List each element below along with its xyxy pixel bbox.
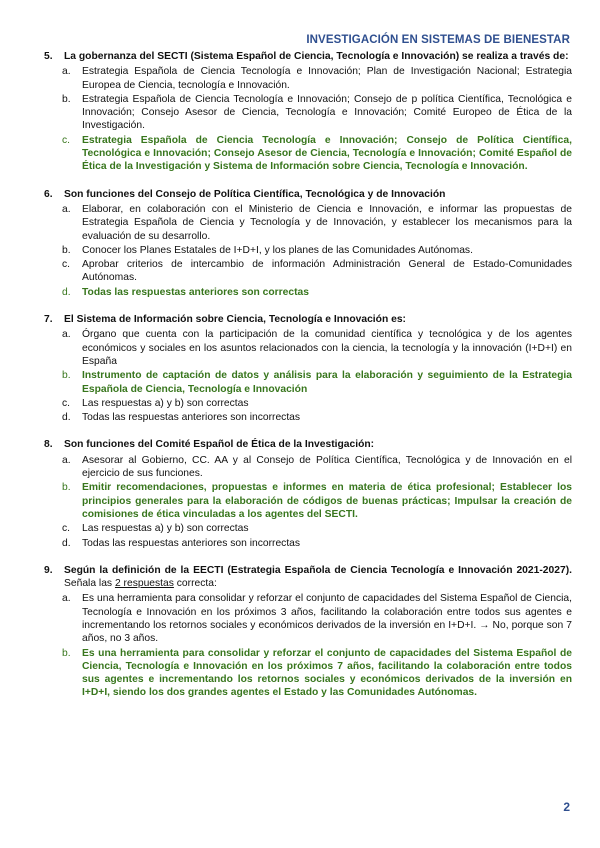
question-text: El Sistema de Información sobre Ciencia, Tecnología e Innovación es:	[64, 314, 406, 326]
question-9	[44, 564, 572, 700]
option-a	[62, 454, 572, 481]
option-list	[44, 203, 572, 299]
option-text: Es una herramienta para consolidar y reforzar el conjunto de capacidades del Sistema Español de Ciencia, Tecnología e Innovación en los próximos 7 años, facilitando la colaboración entre todos sus agentes e incrementando los retornos sociales y económicos derivados de la inversión en I+D+I, siendo los dos grandes agentes el Estado y las Comunidades Autónomas.	[82, 647, 572, 699]
option-text: Asesorar al Gobierno, CC. AA y al Consejo de Política Científica, Tecnológica y de Innovación en el ejercicio de sus funciones.	[82, 454, 572, 480]
question-text	[64, 564, 572, 591]
question-text-plain: Señala las	[64, 578, 115, 590]
question-list	[44, 50, 572, 700]
option-text: Estrategia Española de Ciencia Tecnología e Innovación; Consejo de p política Científica, Tecnológica e Innovación; Consejo Asesor de Ciencia, Tecnología e Innovación; Comité Europeo de Ética de la Investigación.	[82, 93, 572, 132]
option-d-correct	[62, 286, 572, 299]
option-a	[62, 592, 572, 645]
page-header-title: INVESTIGACIÓN EN SISTEMAS DE BIENESTAR	[306, 34, 570, 46]
option-d	[62, 411, 572, 424]
question-number: 8.	[44, 439, 53, 451]
question-number: 6.	[44, 188, 53, 200]
option-text: Órgano que cuenta con la participación de la comunidad científica y tecnológica y de los agentes económicos y sociales en los asuntos relacionados con la ciencia, la tecnología y la innovación (I+D+I) en España	[82, 329, 572, 367]
option-label: c.	[62, 259, 71, 271]
question-text-bold: Según la definición de la EECTI (Estrategia Española de Ciencia Tecnología e Innovación 2021-2027).	[64, 564, 572, 576]
option-b-correct	[62, 481, 572, 521]
option-text: Las respuestas a) y b) son correctas	[82, 397, 249, 409]
question-text-end: correcta:	[173, 578, 217, 590]
option-text: Elaborar, en colaboración con el Ministerio de Ciencia e Innovación, e informar las propuestas de Estrategia Española de Ciencia y Tecnología y de Innovación, y establecer los mecanismos para la evaluación de su desarrollo.	[82, 203, 572, 242]
question-text: Son funciones del Consejo de Política Científica, Tecnológica y de Innovación	[64, 188, 446, 200]
option-label: c.	[62, 523, 71, 535]
question-8	[44, 438, 572, 549]
option-c	[62, 258, 572, 285]
option-b	[62, 244, 572, 257]
question-number: 9.	[44, 564, 53, 576]
question-text: La gobernanza del SECTI (Sistema Español de Ciencia, Tecnología e Innovación) se realiza a través de:	[64, 51, 569, 62]
question-number: 5.	[44, 51, 53, 62]
option-label: b.	[62, 482, 71, 494]
option-text: Todas las respuestas anteriores son incorrectas	[82, 537, 301, 549]
question-title	[44, 188, 572, 201]
option-b-correct	[62, 369, 572, 396]
option-a	[62, 203, 572, 243]
question-title	[44, 50, 572, 63]
question-text-underlined: 2 respuestas	[114, 578, 174, 590]
option-label: d.	[62, 537, 71, 549]
question-title	[44, 564, 572, 591]
option-c	[62, 397, 572, 410]
option-list	[44, 454, 572, 550]
option-text: Estrategia Española de Ciencia Tecnología e Innovación; Consejo de Política Científica, Tecnológica e Innovación; Consejo Asesor de Ciencia, Tecnología e Innovación; Comité Español de Ética de la Investigación y Sistema de Información sobre Ciencia, Tecnología e Innovación.	[82, 134, 572, 173]
option-text: Estrategia Española de Ciencia Tecnología e Innovación; Plan de Investigación Nacional; Estrategia Europea de Ciencia, tecnología e Innovación.	[82, 66, 572, 91]
option-text: Todas las respuestas anteriores son incorrectas	[82, 412, 301, 424]
question-6	[44, 188, 572, 299]
option-text: Es una herramienta para consolidar y reforzar el conjunto de capacidades del Sistema Español de Ciencia, Tecnología e Innovación en los próximos 3 años, facilitando la colaboración entre todos sus agentes e incrementando los retornos sociales y económicos derivados de la inversión en I+D+I. → No, porque son 7 años, no 3 años.	[82, 593, 572, 645]
option-label: a.	[62, 593, 71, 605]
option-a	[62, 65, 572, 92]
option-text: Las respuestas a) y b) son correctas	[82, 523, 249, 535]
option-list	[44, 65, 572, 173]
page-number: 2	[563, 800, 570, 814]
option-label: b.	[62, 93, 71, 105]
option-text: Instrumento de captación de datos y análisis para la elaboración y seguimiento de la Estrategia Española de Ciencia, Tecnología e Innovación	[82, 370, 572, 395]
option-label: a.	[62, 66, 71, 78]
option-label: c.	[62, 134, 71, 146]
question-text: Son funciones del Comité Español de Ética de la Investigación:	[64, 439, 375, 451]
option-label: b.	[62, 244, 71, 256]
option-d	[62, 537, 572, 550]
option-list	[44, 328, 572, 424]
option-text: Conocer los Planes Estatales de I+D+I, y los planes de las Comunidades Autónomas.	[82, 244, 473, 256]
option-label: b.	[62, 647, 71, 659]
option-label: d.	[62, 286, 71, 298]
option-text: Aprobar criterios de intercambio de información Administración General de Estado-Comunidades Autónomas.	[82, 259, 572, 284]
option-c	[62, 522, 572, 535]
option-text: Todas las respuestas anteriores son correctas	[82, 286, 310, 298]
option-text: Emitir recomendaciones, propuestas e informes en materia de ética profesional; Establecer los principios generales para la elaboración de códigos de buenas prácticas; Impulsar la creación de comisiones de ética vinculadas a los agentes del SECTI.	[82, 482, 572, 520]
question-title	[44, 438, 572, 451]
question-title	[44, 313, 572, 326]
question-7	[44, 313, 572, 424]
option-label: d.	[62, 412, 71, 424]
option-label: a.	[62, 454, 71, 466]
question-5	[44, 50, 572, 174]
option-b-correct	[62, 647, 572, 700]
option-list	[44, 592, 572, 699]
question-number: 7.	[44, 314, 53, 326]
option-label: c.	[62, 397, 71, 409]
option-label: a.	[62, 329, 71, 341]
option-label: b.	[62, 370, 71, 382]
option-b	[62, 93, 572, 133]
option-a	[62, 328, 572, 368]
option-label: a.	[62, 203, 71, 215]
option-c-correct	[62, 134, 572, 174]
